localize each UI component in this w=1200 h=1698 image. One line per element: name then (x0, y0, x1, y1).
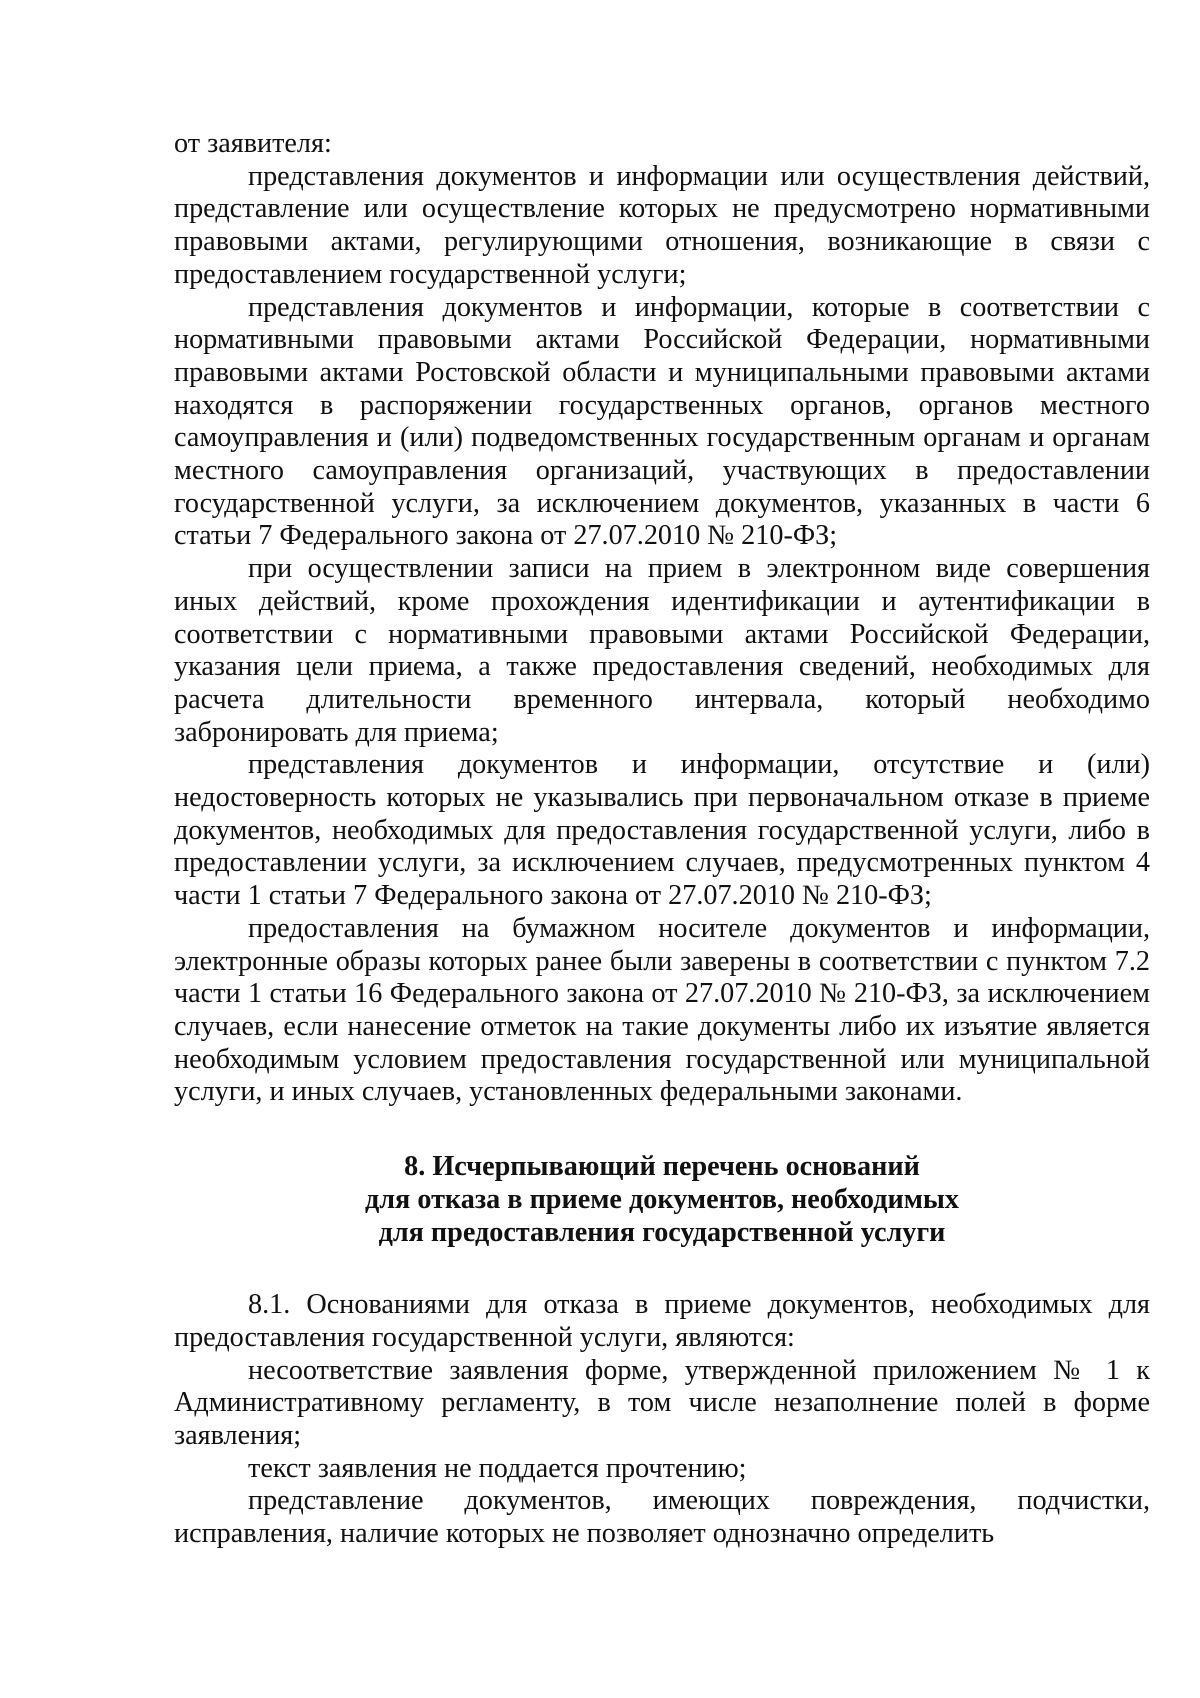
paragraph-grounds-for-refusal: 8.1. Основаниями для отказа в приеме документов, необходимых для предоставления государственной услуги, являются: (174, 1289, 1150, 1353)
paragraph-from-applicant: от заявителя: (174, 128, 332, 159)
paragraph-unreliability: представления документов и информации, отсутствие и (или) недостоверность которых не указывались при первоначальном отказе в приеме документов, необходимых для предоставления государственной услуги, либо в предоставлении услуги, за исключением случаев, предусмотренных пунктом 4 части 1 статьи 7 Федерального закона от 27.07.2010 № 210-ФЗ; (174, 749, 1150, 912)
section-heading-line-3: для предоставления государственной услуги (378, 1216, 946, 1248)
paragraph-documents-in-possession: представления документов и информации, которые в соответствии с нормативными правовыми актами Российской Федерации, нормативными правовыми актами Ростовской области и муниципальными правовыми актами находятся в распоряжении государственных органов, органов местного самоуправления и (или) подведомственных государственным органам и органам местного самоуправления организаций, участвующих в предоставлении государственной услуги, за исключением документов, указанных в части 6 статьи 7 Федерального закона от 27.07.2010 № 210-ФЗ; (174, 291, 1150, 552)
paragraph-electronic-appointment: при осуществлении записи на прием в электронном виде совершения иных действий, кроме прохождения идентификации и аутентификации в соответствии с нормативными правовыми актами Российской Федерации, указания цели приема, а также предоставления сведений, необходимых для расчета длительности временного интервала, который необходимо забронировать для приема; (174, 553, 1150, 748)
section-heading-line-2: для отказа в приеме документов, необходимых (364, 1183, 960, 1215)
paragraph-actions-not-provided: представления документов и информации или осуществления действий, представление или осуществление которых не предусмотрено нормативными правовыми актами, регулирующими отношения, возникающие в связи с предоставлением государственной услуги; (174, 160, 1150, 290)
paragraph-form-mismatch: несоответствие заявления форме, утвержденной приложением № 1 к Административному регламенту, в том числе незаполнение полей в форме заявления; (174, 1354, 1150, 1452)
paragraph-damaged-documents: представление документов, имеющих повреждения, подчистки, исправления, наличие которых не позволяет однозначно определить (174, 1485, 1150, 1550)
section-heading (174, 1151, 1150, 1249)
document-page (174, 128, 1150, 1551)
paragraph-paper-documents: предоставления на бумажном носителе документов и информации, электронные образы которых ранее были заверены в соответствии с пунктом 7.2 части 1 статьи 16 Федерального закона от 27.07.2010 № 210-ФЗ, за исключением случаев, если нанесение отметок на такие документы либо их изъятие является необходимым условием предоставления государственной или муниципальной услуги, и иных случаев, установленных федеральными законами. (174, 912, 1150, 1108)
section-heading-line-1: 8. Исчерпывающий перечень оснований (404, 1151, 920, 1183)
paragraph-unreadable-text: текст заявления не поддается прочтению; (248, 1452, 747, 1484)
